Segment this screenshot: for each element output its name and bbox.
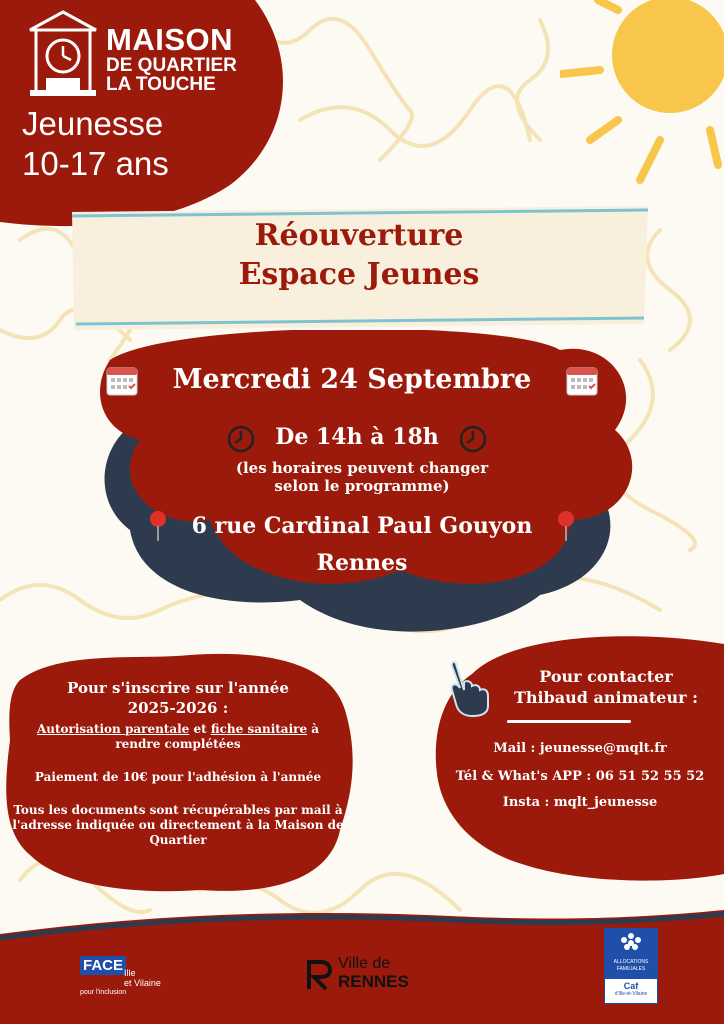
event-address: 6 rue Cardinal Paul Gouyon xyxy=(191,513,533,539)
contact-mail: Mail : jeunesse@mqlt.fr xyxy=(493,741,667,756)
pin-icon-right xyxy=(556,510,576,542)
face-logo xyxy=(80,956,180,1000)
contact-phone: Tél & What's APP : 06 51 52 55 52 xyxy=(455,769,705,784)
rennes-line2: RENNES xyxy=(338,972,409,991)
event-note-line2: selon le programme) xyxy=(274,477,450,495)
event-hours: De 14h à 18h xyxy=(275,424,439,450)
registration-info-line1: Tous les documents sont récupérables par mail à xyxy=(13,803,343,817)
pointing-hand-icon xyxy=(448,660,494,718)
registration-doc-and: et xyxy=(189,722,211,736)
face-logo-sub2: et Vilaine xyxy=(124,978,161,988)
rennes-r-icon xyxy=(306,959,334,991)
caf-line4: d'Ille-et-Vilaine xyxy=(614,991,648,997)
contact-insta: Insta : mqlt_jeunesse xyxy=(502,795,658,810)
logo-line1: MAISON xyxy=(106,22,233,57)
event-note-line1: (les horaires peuvent changer xyxy=(235,459,489,477)
caf-line1: ALLOCATIONS xyxy=(613,959,649,965)
clock-icon-left xyxy=(226,424,256,454)
ville-de-rennes-logo xyxy=(306,955,426,995)
clock-tower-logo xyxy=(28,10,98,98)
calendar-icon-right xyxy=(566,364,598,396)
logo-line3: LA TOUCHE xyxy=(106,74,216,95)
caf-logo xyxy=(604,928,658,1004)
rennes-line1: Ville de xyxy=(338,955,391,972)
face-logo-text: FACE xyxy=(80,956,126,975)
contact-title-line1: Pour contacter xyxy=(539,667,673,686)
registration-doc2: fiche sanitaire xyxy=(210,722,308,736)
registration-fee: Paiement de 10€ pour l'adhésion à l'année xyxy=(34,770,322,784)
contact-title-line2: Thibaud animateur : xyxy=(513,688,699,707)
audience-line2: 10-17 ans xyxy=(22,145,169,182)
event-city: Rennes xyxy=(316,550,408,576)
registration-doc1: Autorisation parentale xyxy=(36,722,190,736)
calendar-icon-left xyxy=(106,364,138,396)
caf-line2: FAMILIALES xyxy=(616,966,646,972)
registration-doc-line2: rendre complétées xyxy=(115,737,241,751)
caf-line3: Caf xyxy=(623,981,639,991)
audience-line1: Jeunesse xyxy=(22,105,164,142)
pin-icon-left xyxy=(148,510,168,542)
sun-icon xyxy=(560,0,724,190)
registration-title-line2: 2025-2026 : xyxy=(127,699,229,717)
registration-doc-tail: à xyxy=(307,722,320,736)
face-logo-sub1: Ille xyxy=(124,968,136,978)
clock-icon-right xyxy=(458,424,488,454)
banner-title-line2: Espace Jeunes xyxy=(238,257,480,292)
event-date: Mercredi 24 Septembre xyxy=(172,364,532,395)
face-logo-sub3: pour l'inclusion xyxy=(80,989,127,996)
registration-info-line3: Quartier xyxy=(149,833,207,847)
logo-line2: DE QUARTIER xyxy=(106,55,237,76)
contact-divider xyxy=(507,720,631,723)
registration-title-line1: Pour s'inscrire sur l'année xyxy=(67,679,289,697)
registration-info-line2: l'adresse indiquée ou directement à la Maison de xyxy=(12,818,344,832)
caf-emblem-icon xyxy=(619,932,643,954)
banner-title-line1: Réouverture xyxy=(254,218,464,253)
